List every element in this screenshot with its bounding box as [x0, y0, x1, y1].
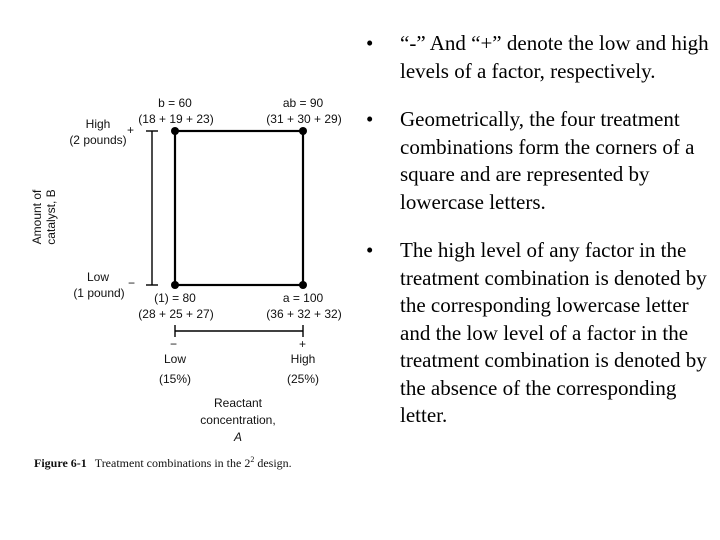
y-axis-title-line2: catalyst, B [44, 189, 58, 245]
bullet-list [363, 30, 718, 451]
x-high-label: High [290, 352, 316, 366]
y-low-value: (1 pound) [73, 286, 125, 300]
figure-caption-end: design. [254, 456, 292, 470]
corner-one-sum: (28 + 25 + 27) [138, 307, 214, 321]
bullet-text: Geometrically, the four treatment combinations form the corners of a square and are represented by lowercase letters. [400, 107, 695, 214]
x-low-label: Low [163, 352, 186, 366]
bullet-item [363, 30, 718, 85]
corner-point-one [171, 281, 179, 289]
bullet-item [363, 106, 718, 216]
figure-caption-sup: 2 [250, 455, 255, 464]
x-low-value: (15%) [158, 372, 191, 386]
corner-a-sum: (36 + 32 + 32) [266, 307, 342, 321]
figure-caption-number: Figure 6-1 [34, 456, 87, 470]
y-low-sign: − [128, 276, 136, 290]
bullet-item [363, 237, 718, 430]
x-high-sign: + [299, 337, 307, 351]
bullet-text: The high level of any factor in the treatment combination is denoted by the corresponding lowercase letter and the low level of a factor in the treatment combination is denoted by the absence of the corresponding letter. [400, 238, 707, 427]
design-square [175, 131, 303, 285]
corner-ab-label: ab = 90 [282, 96, 324, 110]
x-low-sign: − [170, 337, 178, 351]
corner-point-a [299, 281, 307, 289]
corner-b-sum: (18 + 19 + 23) [138, 112, 214, 126]
y-high-value: (2 pounds) [69, 133, 127, 147]
y-axis-title-line1: Amount of [30, 189, 44, 245]
bullet-text: “-” And “+” denote the low and high levels of a factor, respectively. [400, 31, 709, 83]
x-high-value: (25%) [286, 372, 319, 386]
x-axis-title-line1: Reactant [213, 396, 263, 410]
corner-b-label: b = 60 [158, 96, 192, 110]
corner-one-label: (1) = 80 [154, 291, 196, 305]
corner-ab-sum: (31 + 30 + 29) [266, 112, 342, 126]
y-axis-title [30, 167, 58, 267]
corner-a-label: a = 100 [282, 291, 324, 305]
figure-caption-text: Treatment combinations in the 2 [94, 456, 251, 470]
bullet-dot: • [366, 107, 374, 131]
y-high-label: High [85, 117, 111, 131]
bullet-dot: • [366, 238, 374, 262]
figure-caption [34, 455, 292, 471]
x-axis-title-line3: A [233, 430, 242, 444]
y-high-sign: + [127, 123, 135, 137]
bullet-dot: • [366, 31, 374, 55]
corner-point-b [171, 127, 179, 135]
corner-point-ab [299, 127, 307, 135]
x-axis-title-line2: concentration, [200, 413, 276, 427]
y-low-label: Low [86, 270, 109, 284]
